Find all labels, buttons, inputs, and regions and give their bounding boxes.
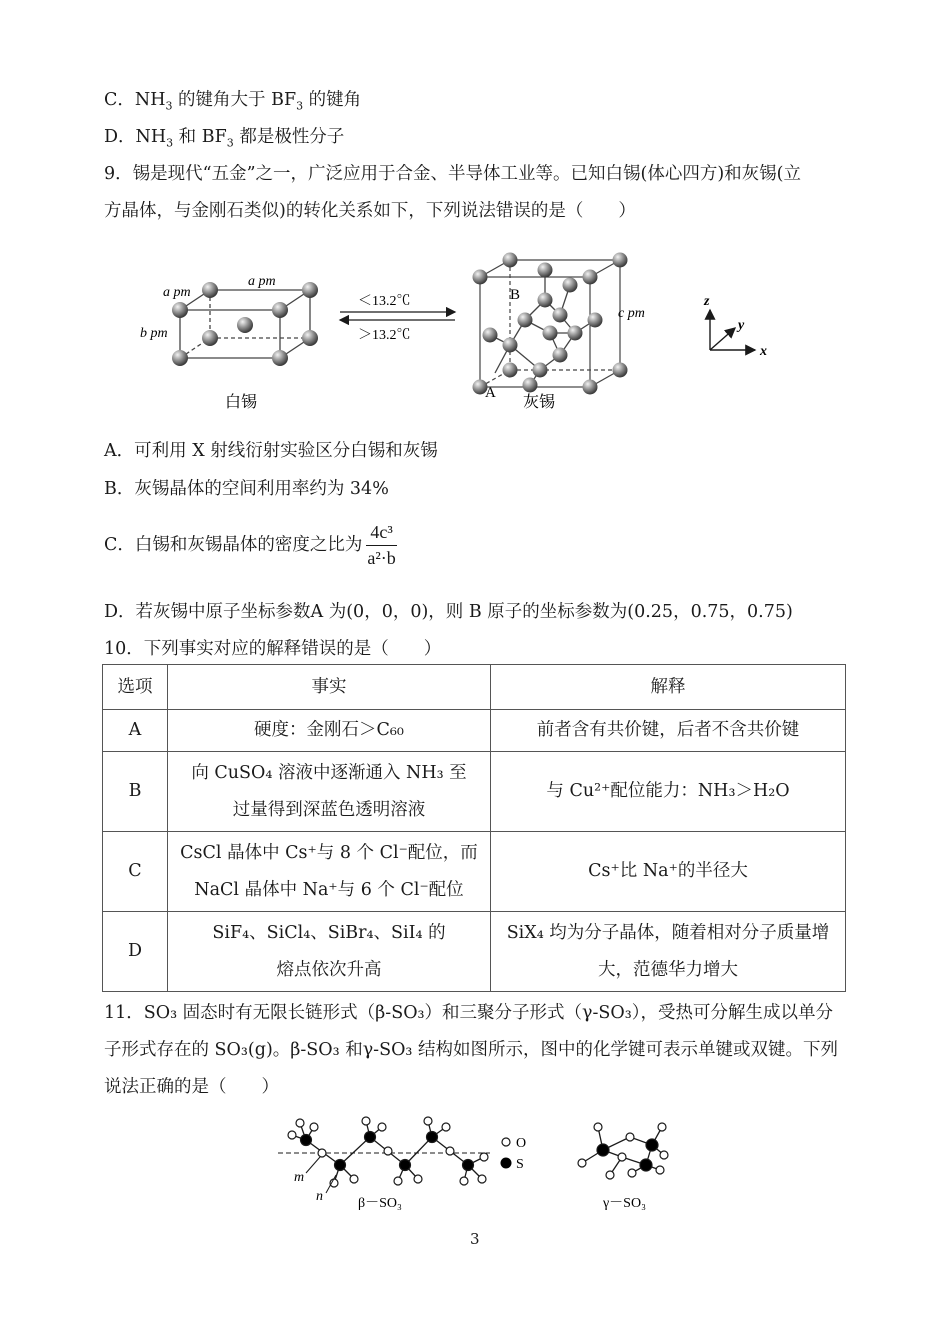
white-tin-atoms [172,282,318,366]
q9-stem-line1: 9．锡是现代“五金”之一，广泛应用于合金、半导体工业等。已知白锡(体心四方)和灰锡(立 [104,164,802,184]
legend-o-label: O [516,1136,527,1151]
row-option: A [103,710,168,752]
header-option: 选项 [103,665,168,710]
gamma-so3-label: γ－SO₃ [603,1196,646,1211]
q8-option-c: C．$NH_3$ 的键角大于 $BF_3$ 的键角 [104,90,362,113]
density-ratio-fraction: $\frac{\text{4c³}}{\text{a²·b}}$ [367,522,396,568]
table-row [103,752,846,832]
row-option: D [103,912,168,992]
row-fact: CsCl 晶体中 Cs⁺与 8 个 Cl⁻配位，而 NaCl 晶体中 Na⁺与 6 个 Cl⁻配位 [168,832,491,912]
axis-x-label: x [760,344,767,359]
label-a-pm-top: a pm [248,274,276,289]
q9-option-c: C．白锡和灰锡晶体的密度之比为 $\frac{\text{4c³}}{\text{a²·b}}$ [104,522,396,568]
row-fact: SiF₄、SiCl₄、SiBr₄、SiI₄ 的熔点依次升高 [168,912,491,992]
grey-tin-label: 灰锡 [523,392,556,411]
table-header-row [103,665,846,710]
beta-so3-label: β－SO₃ [358,1196,402,1211]
label-a-pm-side: a pm [163,285,191,300]
row-explanation: Cs⁺比 Na⁺的半径大 [491,832,846,912]
q9-option-a: A．可利用 X 射线衍射实验区分白锡和灰锡 [104,441,438,461]
atom-a-label: A [485,385,496,401]
grey-tin-atoms [473,253,628,395]
header-fact: 事实 [168,665,491,710]
gamma-ring-atoms [578,1123,668,1179]
q9-option-d: D．若灰锡中原子坐标参数A 为(0，0，0)，则 B 原子的坐标参数为(0.25，0.75，0.75) [104,602,793,622]
beta-chain-atoms [288,1117,488,1187]
page-number: 3 [470,1230,480,1248]
row-option: C [103,832,168,912]
q9-stem-line2: 方晶体，与金刚石类似)的转化关系如下，下列说法错误的是（ ） [104,201,636,221]
row-explanation: SiX₄ 均为分子晶体，随着相对分子质量增大，范德华力增大 [491,912,846,992]
label-b-pm: b pm [140,326,168,341]
q10-stem: 10．下列事实对应的解释错误的是（ ） [104,639,442,659]
row-fact: 硬度：金刚石＞C₆₀ [168,710,491,752]
xyz-axes [710,310,755,350]
arrow-upper-label: ＜13.2℃ [358,294,411,309]
table-row [103,832,846,912]
legend-s-label: S [516,1157,524,1172]
q9-option-b: B．灰锡晶体的空间利用率约为 34% [104,479,389,499]
q8-option-d: D．$NH_3$ 和 $BF_3$ 都是极性分子 [104,127,345,150]
table-row [103,912,846,992]
label-c-pm: c pm [618,306,645,321]
so3-structures-figure [270,1115,700,1220]
label-n: n [316,1189,323,1204]
table-row [103,710,846,752]
label-m: m [294,1170,305,1185]
row-explanation: 与 Cu²⁺配位能力：NH₃＞H₂O [491,752,846,832]
header-explanation: 解释 [491,665,846,710]
transformation-arrows [340,312,455,320]
q11-stem: 11．SO₃ 固态时有无限长链形式（β-SO₃）和三聚分子形式（γ-SO₃），受热可分解生成以单分子形式存在的 SO₃(g)。β-SO₃ 和γ-SO₃ 结构如图所示，图中的化学键可表示单键或双键。下列说法正确的是（ ） [104,1003,838,1097]
row-option: B [103,752,168,832]
atom-b-label: B [510,287,521,303]
q10-table [102,664,846,992]
row-explanation: 前者含有共价键，后者不含共价键 [491,710,846,752]
tin-crystal-figure [130,245,790,415]
arrow-lower-label: ＞13.2℃ [358,328,411,343]
white-tin-label: 白锡 [225,392,258,411]
row-fact: 向 CuSO₄ 溶液中逐渐通入 NH₃ 至过量得到深蓝色透明溶液 [168,752,491,832]
axis-y-label: y [738,318,745,333]
axis-z-label: z [704,294,710,309]
